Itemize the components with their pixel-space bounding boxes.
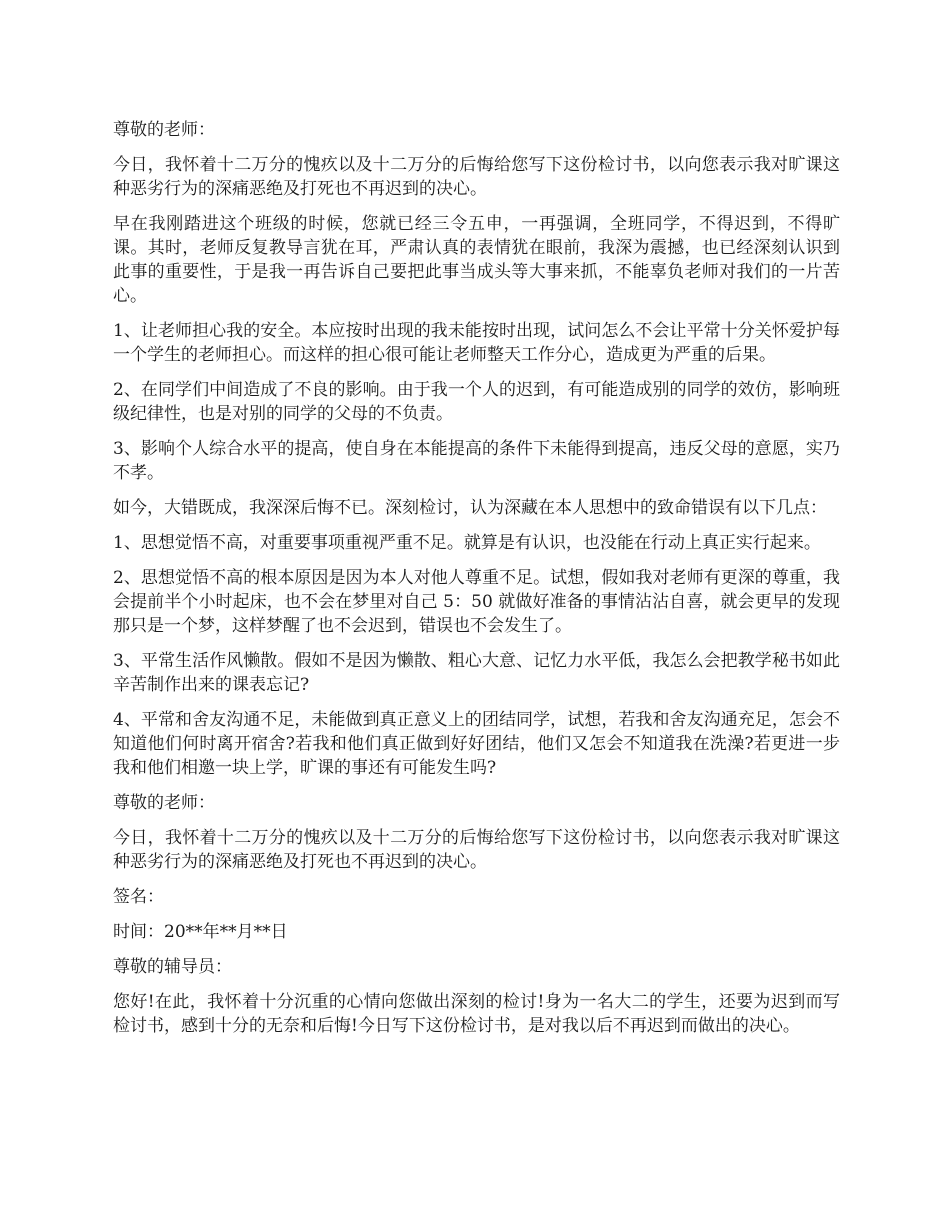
intro-paragraph: 今日，我怀着十二万分的愧疚以及十二万分的后悔给您写下这份检讨书，以向您表示我对旷课这种恶劣行为的深痛恶绝及打死也不再迟到的决心。	[113, 155, 840, 199]
background-paragraph: 早在我刚踏进这个班级的时候，您就已经三令五申，一再强调，全班同学，不得迟到，不得旷课。其时，老师反复教导言犹在耳，严肃认真的表情犹在眼前，我深为震撼，也已经深刻认识到此事的重要性，于是我一再告诉自己要把此事当成头等大事来抓，不能辜负老师对我们的一片苦心。	[113, 214, 840, 306]
consequence-item-2: 2、在同学们中间造成了不良的影响。由于我一个人的迟到，有可能造成别的同学的效仿，影响班级纪律性，也是对别的同学的父母的不负责。	[113, 380, 840, 424]
document-body	[113, 118, 840, 1049]
fault-item-3: 3、平常生活作风懒散。假如不是因为懒散、粗心大意、记忆力水平低，我怎么会把教学秘书如此辛苦制作出来的课表忘记?	[113, 651, 840, 695]
consequence-item-1: 1、让老师担心我的安全。本应按时出现的我未能按时出现，试问怎么不会让平常十分关怀爱护每一个学生的老师担心。而这样的担心很可能让老师整天工作分心，造成更为严重的后果。	[113, 321, 840, 365]
counselor-salutation: 尊敬的辅导员：	[113, 957, 232, 977]
reflection-paragraph: 如今，大错既成，我深深后悔不已。深刻检讨，认为深藏在本人思想中的致命错误有以下几点：	[113, 498, 827, 518]
consequence-item-3: 3、影响个人综合水平的提高，使自身在本能提高的条件下未能得到提高，违反父母的意愿，实乃不孝。	[113, 439, 840, 483]
signature-line: 签名：	[113, 887, 164, 907]
fault-item-4: 4、平常和舍友沟通不足，未能做到真正意义上的团结同学，试想，若我和舍友沟通充足，怎会不知道他们何时离开宿舍?若我和他们真正做到好好团结，他们又怎会不知道我在洗澡?若更进一步我和他们相邀一块上学，旷课的事还有可能发生吗?	[113, 710, 840, 778]
counselor-paragraph: 您好!在此，我怀着十分沉重的心情向您做出深刻的检讨!身为一名大二的学生，还要为迟到而写检讨书，感到十分的无奈和后悔!今日写下这份检讨书，是对我以后不再迟到而做出的决心。	[113, 992, 840, 1036]
date-line: 时间：20**年**月**日	[113, 922, 288, 942]
fault-item-2: 2、思想觉悟不高的根本原因是因为本人对他人尊重不足。试想，假如我对老师有更深的尊重，我会提前半个小时起床，也不会在梦里对自己 5：50 就做好准备的事情沾沾自喜，就会更早的发现那只是一个梦，这样梦醒了也不会迟到，错误也不会发生了。	[113, 568, 840, 636]
salutation: 尊敬的老师：	[113, 120, 215, 140]
second-salutation: 尊敬的老师：	[113, 793, 215, 813]
second-intro-paragraph: 今日，我怀着十二万分的愧疚以及十二万分的后悔给您写下这份检讨书，以向您表示我对旷课这种恶劣行为的深痛恶绝及打死也不再迟到的决心。	[113, 828, 840, 872]
fault-item-1: 1、思想觉悟不高，对重要事项重视严重不足。就算是有认识，也没能在行动上真正实行起来。	[113, 533, 821, 553]
